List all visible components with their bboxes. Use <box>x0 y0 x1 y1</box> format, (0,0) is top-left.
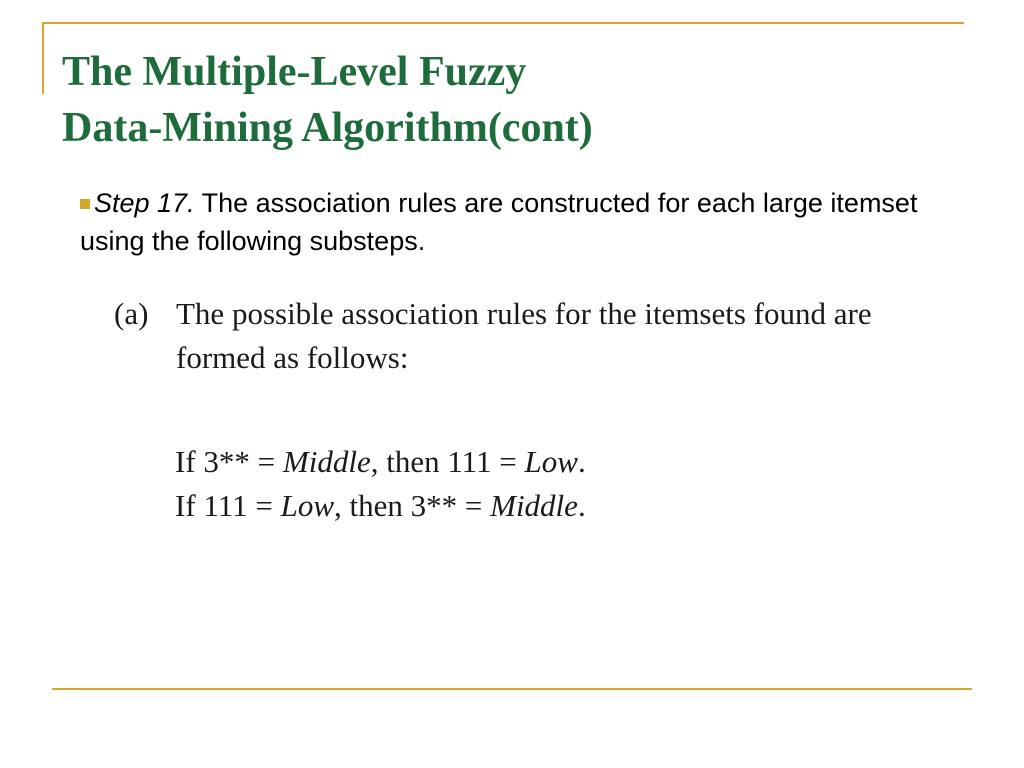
square-bullet-icon <box>80 199 90 209</box>
rule-if: If <box>175 488 204 523</box>
step-text: The association rules are constructed for each large itemset using the following substeps. <box>80 188 918 256</box>
rule-lhs-value: Low <box>280 488 335 523</box>
rule-equals: = <box>249 444 283 479</box>
rule-rhs-value: Low <box>524 444 578 479</box>
frame-top-line <box>42 22 964 24</box>
substep-a <box>114 292 914 380</box>
slide-title <box>62 44 962 156</box>
rule-then: , then <box>370 444 448 479</box>
rule-lhs-item: 111 <box>203 488 248 523</box>
rule-equals: = <box>247 488 281 523</box>
rule-rhs-value: Middle <box>490 488 578 523</box>
rules-list <box>175 440 875 528</box>
rule-rhs-item: 111 <box>447 444 492 479</box>
bullet-step-17 <box>80 184 960 260</box>
rule-lhs-value: Middle <box>282 444 371 479</box>
rule-then: , then <box>334 488 411 523</box>
rule-equals: = <box>491 444 525 479</box>
substep-text: The possible association rules for the itemsets found are formed as follows: <box>176 296 872 375</box>
title-line-2: Data-Mining Algorithm(cont) <box>62 105 593 151</box>
frame-left-line <box>42 22 44 94</box>
rule-row <box>175 484 875 528</box>
rule-end: . <box>577 444 586 479</box>
rule-row <box>175 440 875 484</box>
rule-if: If <box>175 444 204 479</box>
rule-rhs-item: 3** <box>410 488 458 523</box>
rule-end: . <box>577 488 586 523</box>
frame-bottom-line <box>52 688 972 690</box>
step-label: Step 17. <box>94 188 195 218</box>
rule-equals: = <box>457 488 491 523</box>
substep-marker: (a) <box>114 296 149 331</box>
title-line-1: The Multiple-Level Fuzzy <box>62 49 527 95</box>
rule-lhs-item: 3** <box>203 444 250 479</box>
